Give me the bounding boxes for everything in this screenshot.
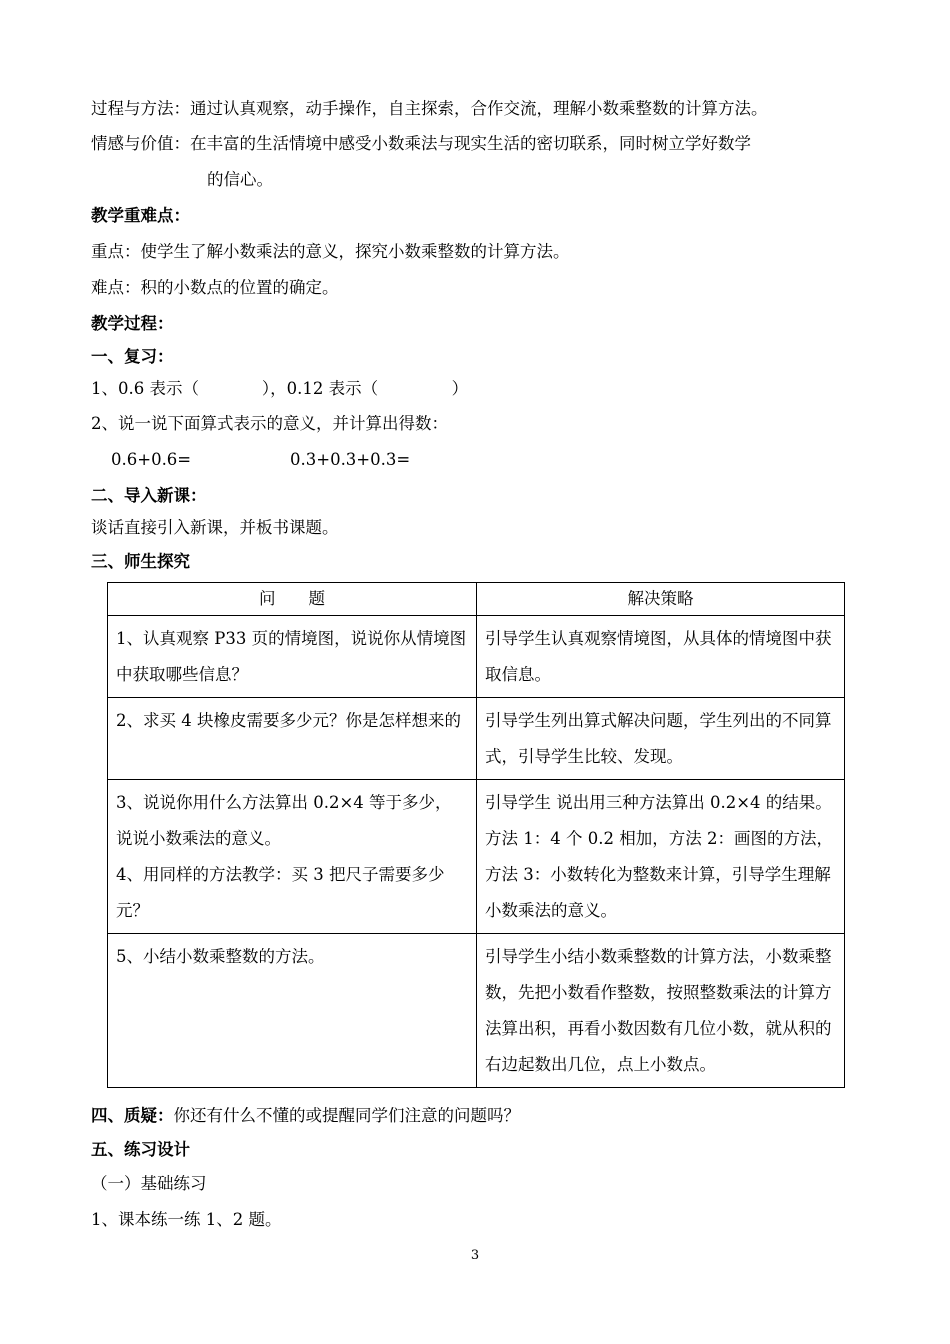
- exercise-item-1: 1、课本练一练 1、2 题。: [91, 1210, 282, 1229]
- review-item-1: 1、0.6 表示（ ），0.12 表示（ ）: [91, 379, 469, 398]
- questioning-text: 你还有什么不懂的或提醒同学们注意的问题吗？: [173, 1106, 520, 1125]
- new-lesson-heading: 二、导入新课：: [91, 486, 207, 505]
- expression-1: 0.6+0.6=: [111, 450, 192, 469]
- question-cell: 2、求买 4 块橡皮需要多少元？你是怎样想来的: [108, 698, 477, 780]
- difficulty-line: 难点：积的小数点的位置的确定。: [91, 278, 339, 297]
- question-cell: 5、小结小数乘整数的方法。: [108, 934, 477, 1088]
- key-point-line: 重点：使学生了解小数乘法的意义，探究小数乘整数的计算方法。: [91, 242, 570, 261]
- process-method-line: 过程与方法：通过认真观察，动手操作，自主探索，合作交流，理解小数乘整数的计算方法。: [91, 99, 768, 118]
- question-cell: [108, 780, 477, 934]
- strategy-cell: 引导学生小结小数乘整数的计算方法，小数乘整数，先把小数看作整数，按照整数乘法的计算方法算出积，再看小数因数有几位小数，就从积的右边起数出几位，点上小数点。: [477, 934, 845, 1088]
- table-row: [108, 780, 845, 934]
- table-row: [108, 616, 845, 698]
- header-strategy: 解决策略: [477, 583, 845, 616]
- emotion-value-line: [91, 132, 751, 156]
- strategy-cell: 引导学生认真观察情境图，从具体的情境图中获取信息。: [477, 616, 845, 698]
- new-lesson-text: 谈话直接引入新课，并板书课题。: [91, 518, 339, 537]
- strategy-cell: 引导学生 说出用三种方法算出 0.2×4 的结果。方法 1：4 个 0.2 相加，方法 2：画图的方法，方法 3：小数转化为整数来计算，引导学生理解小数乘法的意义。: [477, 780, 845, 934]
- emotion-value-continued: 的信心。: [207, 170, 273, 189]
- question-4: 4、用同样的方法教学：买 3 把尺子需要多少元？: [116, 865, 445, 920]
- inquiry-heading: 三、师生探究: [91, 552, 190, 571]
- questioning-heading: 四、质疑：: [91, 1106, 174, 1125]
- expression-2: 0.3+0.3+0.3=: [290, 450, 411, 469]
- question-3: 3、说说你用什么方法算出 0.2×4 等于多少，说说小数乘法的意义。: [116, 793, 452, 848]
- page-number: 3: [470, 1248, 480, 1263]
- strategy-cell: 引导学生列出算式解决问题，学生列出的不同算式，引导学生比较、发现。: [477, 698, 845, 780]
- header-question: 问 题: [108, 583, 477, 616]
- review-heading: 一、复习：: [91, 347, 174, 366]
- emotion-value-label: 情感与价值：: [91, 134, 190, 153]
- review-item-2: 2、说一说下面算式表示的意义，并计算出得数：: [91, 414, 448, 433]
- teaching-process-heading: 教学过程：: [91, 314, 174, 333]
- table-row: [108, 934, 845, 1088]
- table-row: [108, 698, 845, 780]
- table-header-row: [108, 583, 845, 616]
- exercise-heading: 五、练习设计: [91, 1140, 190, 1159]
- question-cell: 1、认真观察 P33 页的情境图，说说你从情境图中获取哪些信息？: [108, 616, 477, 698]
- questioning-line: [91, 1104, 520, 1128]
- key-points-heading: 教学重难点：: [91, 206, 190, 225]
- basic-practice-label: （一）基础练习: [91, 1174, 207, 1193]
- emotion-value-text: 在丰富的生活情境中感受小数乘法与现实生活的密切联系，同时树立学好数学: [190, 134, 751, 153]
- inquiry-table: [107, 582, 845, 1088]
